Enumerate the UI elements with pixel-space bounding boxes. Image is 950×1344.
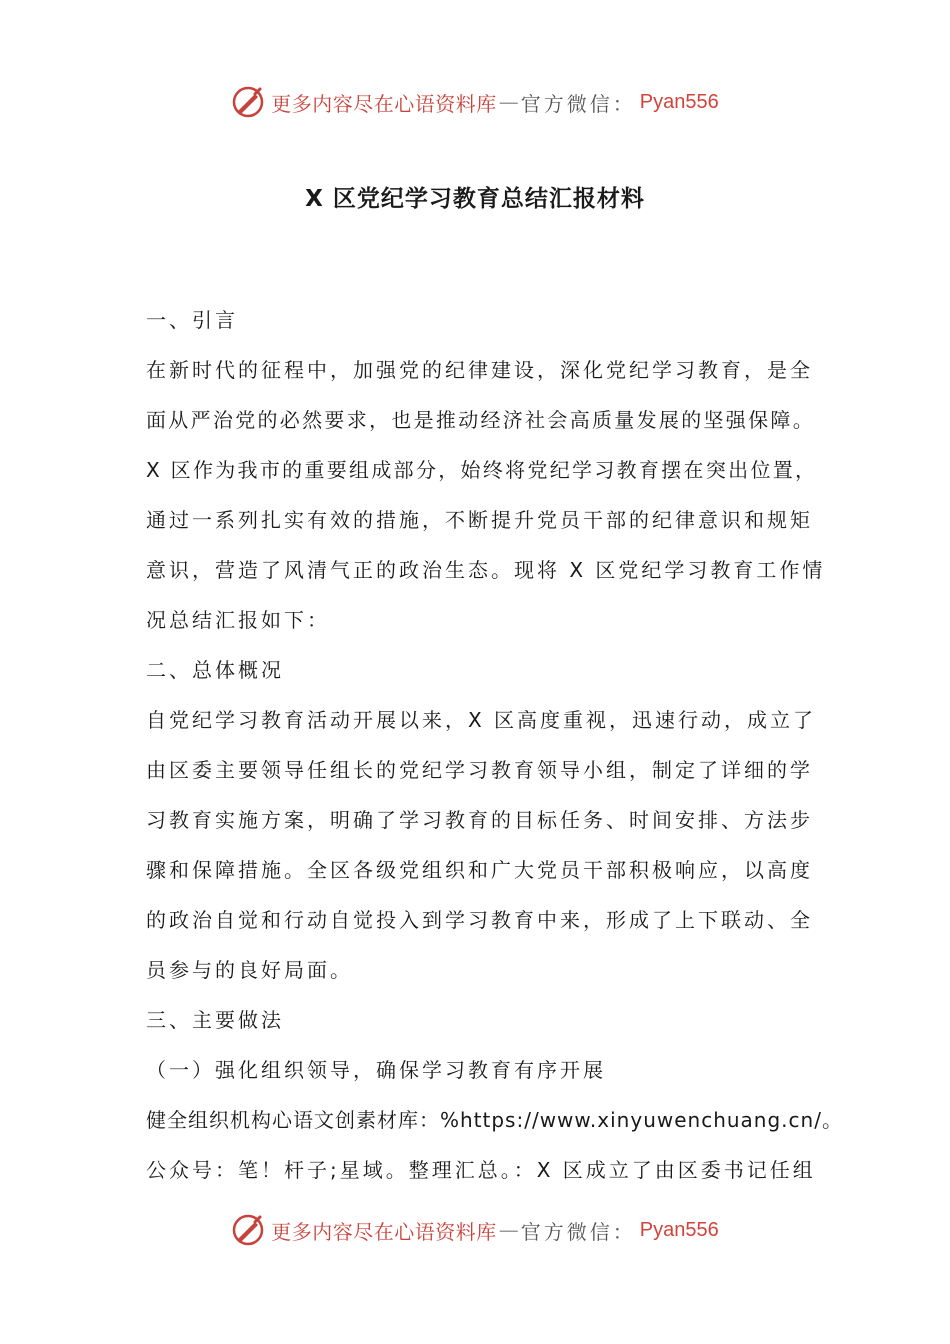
- watermark-wechat-id: Pyan556: [639, 1218, 719, 1241]
- paragraph-line: 的政治自觉和行动自觉投入到学习教育中来，形成了上下联动、全: [146, 908, 813, 932]
- paragraph-line: 意识，营造了风清气正的政治生态。现将 X 区党纪学习教育工作情: [146, 558, 826, 582]
- watermark-wechat-id: Pyan556: [639, 90, 719, 113]
- paragraph-line: X 区作为我市的重要组成部分，始终将党纪学习教育摆在突出位置，: [146, 458, 818, 482]
- pen-logo-icon: [231, 1213, 265, 1247]
- paragraph-line: 公众号：笔！杆子;星域。整理汇总。：X 区成立了由区委书记任组: [146, 1158, 816, 1182]
- watermark-text: 更多内容尽在心语资料库: [271, 1219, 497, 1244]
- watermark-banner-top: [0, 82, 950, 122]
- watermark-banner-bottom: [0, 1210, 950, 1250]
- paragraph-line: 面从严治党的必然要求，也是推动经济社会高质量发展的坚强保障。: [146, 408, 815, 432]
- watermark-text: 更多内容尽在心语资料库: [271, 91, 497, 116]
- paragraph-line: 习教育实施方案，明确了学习教育的目标任务、时间安排、方法步: [146, 808, 813, 832]
- document-body: [146, 295, 843, 1195]
- section-heading-intro: 一、引言: [146, 308, 238, 332]
- paragraph-line: 员参与的良好局面。: [146, 958, 353, 982]
- watermark-dash: —: [498, 90, 519, 114]
- paragraph-line: 自党纪学习教育活动开展以来，X 区高度重视，迅速行动，成立了: [146, 708, 817, 732]
- page-title: X 区党纪学习教育总结汇报材料: [305, 186, 645, 212]
- watermark-wechat-label: 官方微信：: [520, 91, 636, 116]
- paragraph-line: 骤和保障措施。全区各级党组织和广大党员干部积极响应，以高度: [146, 858, 813, 882]
- watermark-wechat-label: 官方微信：: [520, 1219, 636, 1244]
- paragraph-line: 通过一系列扎实有效的措施，不断提升党员干部的纪律意识和规矩: [146, 508, 813, 532]
- paragraph-line: 健全组织机构心语文创素材库：%https://www.xinyuwenchuang.cn/。: [146, 1108, 843, 1132]
- section-heading-methods: 三、主要做法: [146, 1008, 284, 1032]
- watermark-dash: —: [498, 1218, 519, 1242]
- section-heading-overview: 二、总体概况: [146, 658, 284, 682]
- pen-logo-icon: [231, 85, 265, 119]
- paragraph-line: 由区委主要领导任组长的党纪学习教育领导小组，制定了详细的学: [146, 758, 813, 782]
- paragraph-line: 况总结汇报如下：: [146, 608, 330, 632]
- paragraph-line: 在新时代的征程中，加强党的纪律建设，深化党纪学习教育，是全: [146, 358, 813, 382]
- subsection-heading: （一）强化组织领导，确保学习教育有序开展: [146, 1058, 606, 1082]
